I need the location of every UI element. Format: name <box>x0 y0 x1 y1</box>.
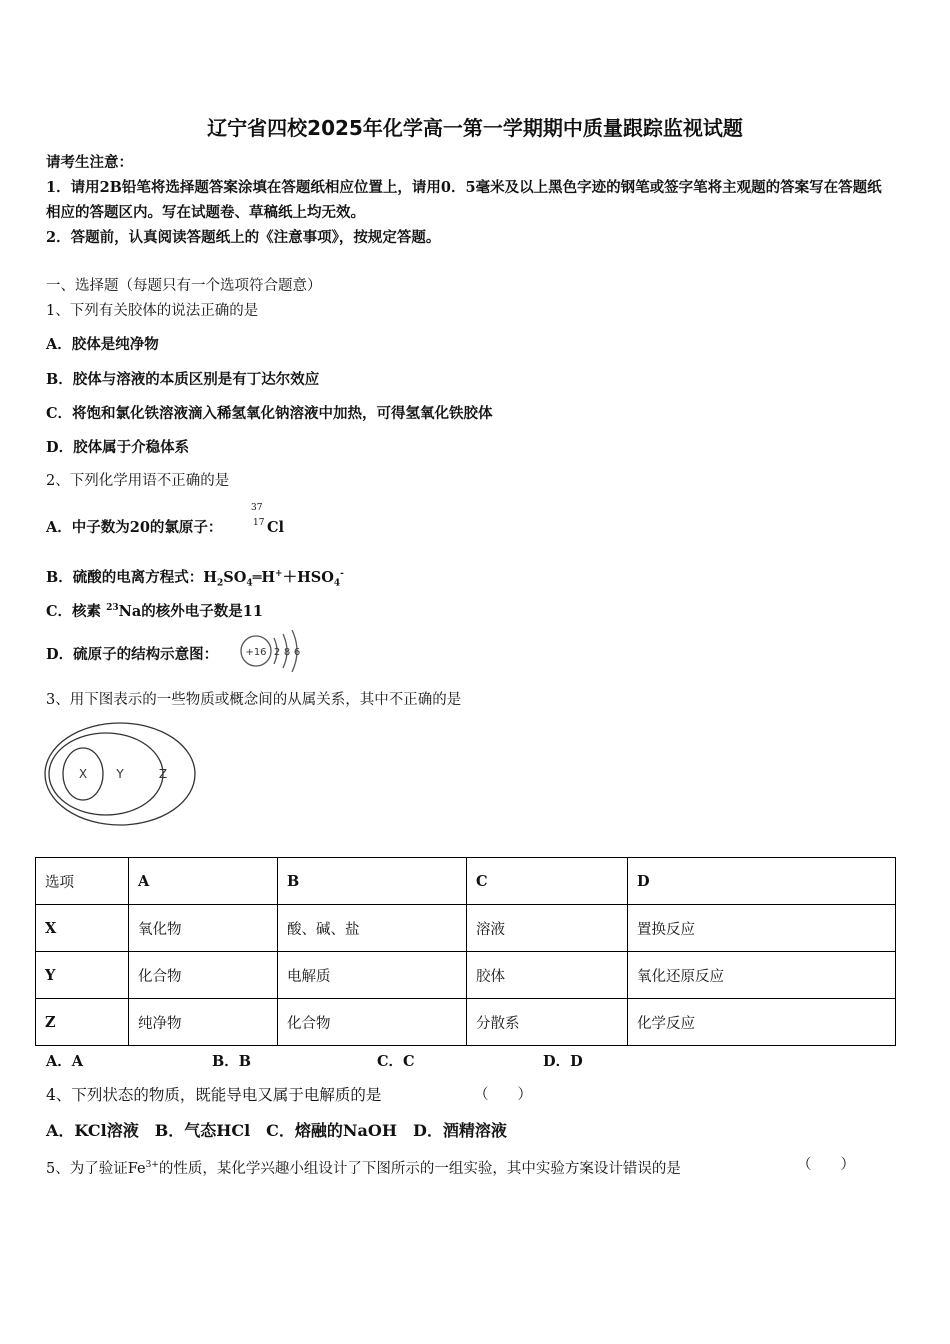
q3-answer-d: D．D <box>543 1053 583 1070</box>
subset-ellipse-diagram <box>40 720 200 830</box>
q5-stem <box>46 1153 681 1182</box>
table-row <box>36 999 896 1046</box>
isotope-symbol: Cl <box>267 519 285 536</box>
q5-stem-rest: 的性质，某化学兴趣小组设计了下图所示的一组实验，其中实验方案设计错误的是 <box>158 1160 681 1177</box>
table-cell: 化合物 <box>129 952 278 999</box>
shell-2-count: 8 <box>283 647 291 658</box>
table-cell: X <box>36 905 129 952</box>
shell-3-count: 6 <box>293 647 301 658</box>
q3-stem: 3、用下图表示的一些物质或概念间的从属关系，其中不正确的是 <box>46 692 462 708</box>
table-cell: 溶液 <box>467 905 628 952</box>
q2-c-sup: 23 <box>106 603 119 613</box>
q3-answer-a: A．A <box>46 1053 84 1070</box>
q2-stem: 2、下列化学用语不正确的是 <box>46 473 230 489</box>
q1-option-b: B．胶体与溶液的本质区别是有丁达尔效应 <box>46 371 320 388</box>
q2-option-a <box>46 515 222 540</box>
shell-1-count: 2 <box>273 647 281 658</box>
q2-option-d: D．硫原子的结构示意图： <box>46 646 219 663</box>
q5-stem-prefix: 5、为了验证Fe <box>46 1160 146 1177</box>
table-cell: 氧化还原反应 <box>628 952 896 999</box>
q2-b-sub: 4 <box>333 578 341 589</box>
q2-option-a-text: A．中子数为20的氯原子： <box>46 519 223 536</box>
q2-b-sup: - <box>340 569 344 579</box>
q3-options-table <box>35 857 896 1046</box>
label-y: Y <box>116 767 124 781</box>
q2-b-prefix: B．硫酸的电离方程式：H <box>46 568 217 586</box>
table-cell: Y <box>36 952 129 999</box>
table-cell: C <box>467 858 628 905</box>
table-cell: 氧化物 <box>129 905 278 952</box>
q2-option-b <box>46 562 344 597</box>
q2-b-sub: 4 <box>246 578 253 589</box>
q2-b-so4: SO <box>223 568 247 586</box>
q1-stem: 1、下列有关胶体的说法正确的是 <box>46 303 259 319</box>
table-cell: A <box>129 858 278 905</box>
q2-b-eq: ═H <box>252 568 276 586</box>
table-cell: 选项 <box>36 858 129 905</box>
isotope-mass-number: 37 <box>251 503 263 513</box>
section-heading: 一、选择题（每题只有一个选项符合题意） <box>46 278 322 294</box>
table-cell: 置换反应 <box>628 905 896 952</box>
q4-paren: （ ） <box>474 1087 532 1103</box>
table-cell: B <box>278 858 467 905</box>
q3-answer-b: B．B <box>212 1053 252 1070</box>
table-cell: 化学反应 <box>628 999 896 1046</box>
table-row <box>36 952 896 999</box>
notice-item-2: 2．答题前，认真阅读答题纸上的《注意事项》，按规定答题。 <box>46 229 441 246</box>
q2-option-c <box>46 596 263 624</box>
table-cell: Z <box>36 999 129 1046</box>
notice-heading: 请考生注意： <box>46 154 133 171</box>
q1-option-c: C．将饱和氯化铁溶液滴入稀氢氧化钠溶液中加热，可得氢氧化铁胶体 <box>46 405 493 422</box>
q3-answer-c: C．C <box>377 1053 415 1070</box>
q2-c-prefix: C．核素 <box>46 602 107 620</box>
q4-options: A．KCl溶液 B．气态HCl C．熔融的NaOH D．酒精溶液 <box>46 1121 507 1140</box>
table-cell: 胶体 <box>467 952 628 999</box>
q4-stem: 4、下列状态的物质，既能导电又属于电解质的是 <box>46 1086 382 1104</box>
table-row <box>36 858 896 905</box>
sulfur-atom-diagram <box>238 626 310 676</box>
ellipse-y <box>49 733 163 815</box>
q5-stem-sup: 3+ <box>145 1160 159 1170</box>
q2-b-sup: + <box>275 569 283 579</box>
q2-c-rest: Na的核外电子数是11 <box>118 602 263 620</box>
table-row <box>36 905 896 952</box>
table-cell: 化合物 <box>278 999 467 1046</box>
isotope-atomic-number: 17 <box>253 518 265 528</box>
table-cell: 纯净物 <box>129 999 278 1046</box>
notice-item-1: 1．请用2B铅笔将选择题答案涂填在答题纸相应位置上，请用0．5毫米及以上黑色字迹的钢笔或签字笔将主观题的答案写在答题纸相应的答题区内。写在试题卷、草稿纸上均无效。 <box>46 179 882 221</box>
q2-b-sub: 2 <box>216 578 224 589</box>
table-cell: 分散系 <box>467 999 628 1046</box>
page-title: 辽宁省四校2025年化学高一第一学期期中质量跟踪监视试题 <box>207 116 743 140</box>
q1-option-a: A．胶体是纯净物 <box>46 336 159 353</box>
table-cell: 电解质 <box>278 952 467 999</box>
q5-paren: （ ） <box>797 1157 855 1173</box>
table-cell: D <box>628 858 896 905</box>
label-z: Z <box>158 767 168 781</box>
label-x: X <box>78 767 88 781</box>
q2-b-rest: ＋HSO <box>282 568 334 586</box>
nucleus-charge: +16 <box>245 647 267 658</box>
q1-option-d: D．胶体属于介稳体系 <box>46 439 190 456</box>
table-cell: 酸、碱、盐 <box>278 905 467 952</box>
